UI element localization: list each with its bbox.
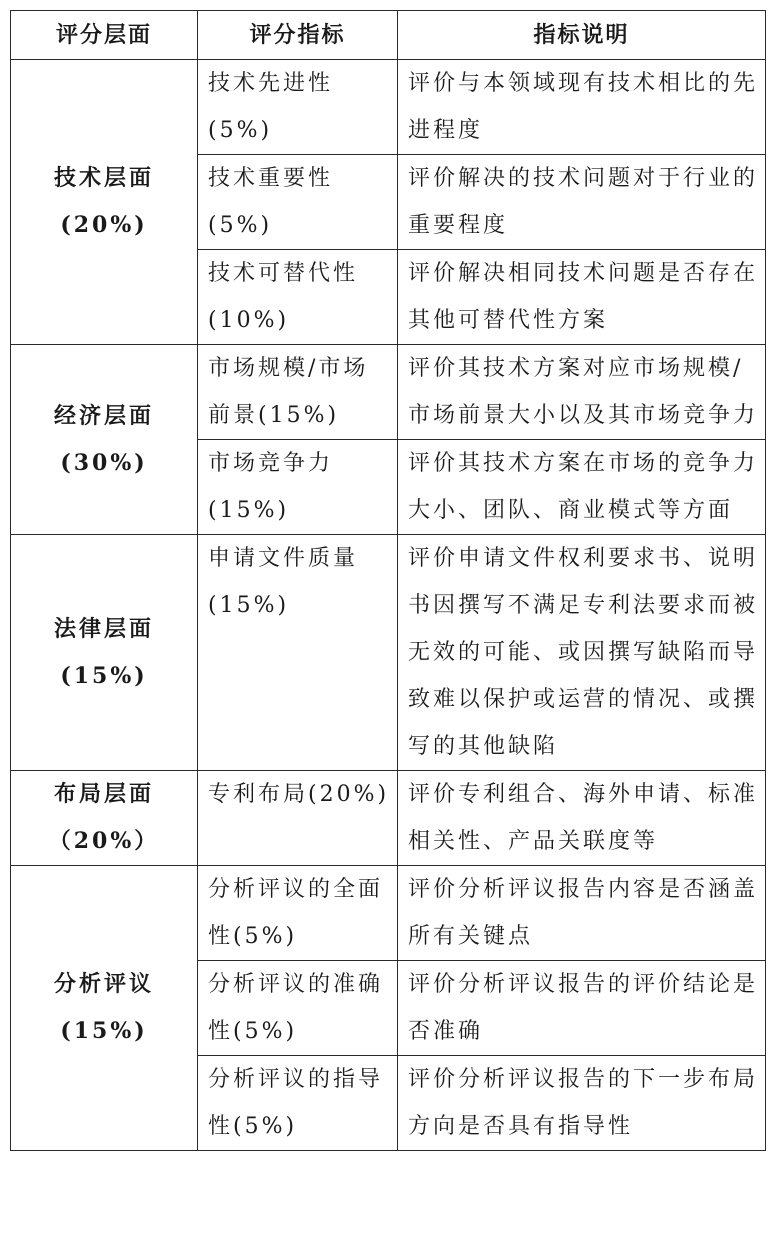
header-row: [11, 11, 766, 60]
indicator-cell: 技术可替代性(10%): [198, 250, 398, 345]
dimension-cell: [11, 535, 198, 771]
dimension-name: 经济层面: [53, 402, 154, 429]
description-cell: 评价其技术方案对应市场规模/市场前景大小以及其市场竞争力: [398, 345, 766, 440]
indicator-cell: 分析评议的指导性(5%): [198, 1056, 398, 1151]
description-cell: 评价解决的技术问题对于行业的重要程度: [398, 155, 766, 250]
indicator-cell: 市场规模/市场前景(15%): [198, 345, 398, 440]
dimension-cell: [11, 60, 198, 345]
description-cell: 评价专利组合、海外申请、标准相关性、产品关联度等: [398, 771, 766, 866]
description-cell: 评价分析评议报告的下一步布局方向是否具有指导性: [398, 1056, 766, 1151]
dimension-weight: （20%）: [48, 828, 160, 854]
indicator-cell: 技术重要性(5%): [198, 155, 398, 250]
dimension-weight: (20%): [60, 212, 148, 238]
description-cell: 评价其技术方案在市场的竞争力大小、团队、商业模式等方面: [398, 440, 766, 535]
table-row: [11, 771, 766, 866]
description-cell: 评价解决相同技术问题是否存在其他可替代性方案: [398, 250, 766, 345]
indicator-cell: 分析评议的全面性(5%): [198, 866, 398, 961]
indicator-cell: 技术先进性(5%): [198, 60, 398, 155]
header-description: 指标说明: [398, 11, 766, 60]
dimension-cell: [11, 771, 198, 866]
table-row: [11, 60, 766, 155]
header-indicator: 评分指标: [198, 11, 398, 60]
dimension-weight: (30%): [60, 449, 148, 476]
description-cell: 评价申请文件权利要求书、说明书因撰写不满足专利法要求而被无效的可能、或因撰写缺陷而导致难以保护或运营的情况、或撰写的其他缺陷: [398, 535, 766, 771]
indicator-cell: 分析评议的准确性(5%): [198, 961, 398, 1056]
dimension-name: 分析评议: [53, 971, 154, 997]
description-cell: 评价与本领域现有技术相比的先进程度: [398, 60, 766, 155]
dimension-weight: (15%): [60, 1018, 148, 1044]
table-row: [11, 535, 766, 771]
indicator-cell: 申请文件质量(15%): [198, 535, 398, 771]
dimension-cell: [11, 866, 198, 1151]
scoring-criteria-table: [10, 10, 766, 1151]
table-row: [11, 866, 766, 961]
table-row: [11, 345, 766, 440]
dimension-weight: (15%): [60, 662, 148, 689]
header-dimension: 评分层面: [11, 11, 198, 60]
indicator-cell: 专利布局(20%): [198, 771, 398, 866]
indicator-cell: 市场竞争力(15%): [198, 440, 398, 535]
dimension-name: 法律层面: [53, 615, 154, 642]
dimension-name: 技术层面: [53, 165, 154, 191]
description-cell: 评价分析评议报告内容是否涵盖所有关键点: [398, 866, 766, 961]
dimension-cell: [11, 345, 198, 535]
dimension-name: 布局层面: [53, 781, 154, 807]
description-cell: 评价分析评议报告的评价结论是否准确: [398, 961, 766, 1056]
